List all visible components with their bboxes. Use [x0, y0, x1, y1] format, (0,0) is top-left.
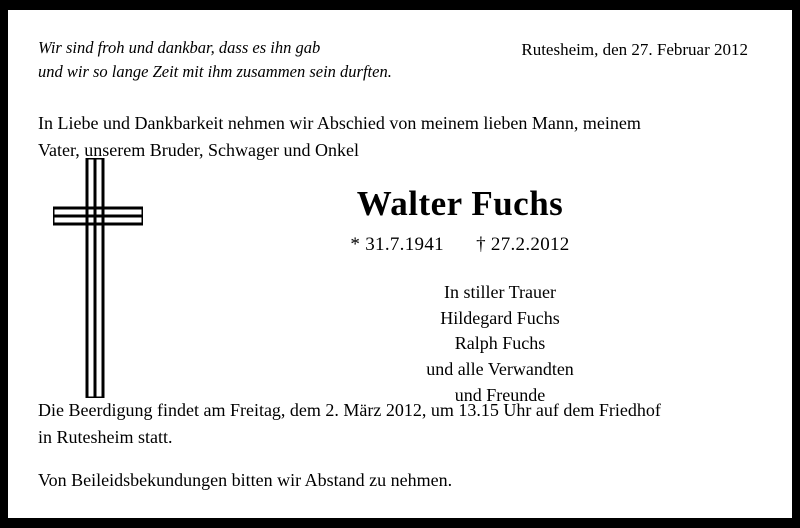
intro-line-1: In Liebe und Dankbarkeit nehmen wir Abschied von meinem lieben Mann, meinem: [38, 112, 641, 133]
header-row: [38, 36, 762, 84]
obituary-inner: [8, 10, 792, 518]
motto-line-1: Wir sind froh und dankbar, dass es ihn gab: [38, 38, 321, 57]
motto: [38, 36, 392, 84]
deceased-dates: [158, 234, 762, 256]
mourner-name: und alle Verwandten: [426, 359, 574, 380]
mourner-name: Hildegard Fuchs: [440, 307, 560, 328]
mourner-name: und Freunde: [454, 384, 546, 405]
mourners-block: [38, 280, 762, 409]
birth-date: * 31.7.1941: [350, 233, 444, 255]
funeral-line-1: Die Beerdigung findet am Freitag, dem 2. März 2012, um 13.15 Uhr auf dem Friedhof: [38, 400, 661, 420]
death-date: † 27.2.2012: [476, 233, 570, 255]
condolences-note: Von Beileidsbekundungen bitten wir Abstand zu nehmen.: [38, 470, 453, 490]
closing-block: [38, 397, 762, 494]
funeral-line-2: in Rutesheim statt.: [38, 427, 173, 447]
mourner-name: Ralph Fuchs: [454, 333, 546, 354]
deceased-name: Walter Fuchs: [356, 183, 564, 223]
intro-line-2: Vater, unserem Bruder, Schwager und Onkel: [38, 139, 359, 160]
place-and-date: Rutesheim, den 27. Februar 2012: [521, 40, 748, 59]
mourners-heading: In stiller Trauer: [444, 281, 556, 302]
intro-text: [38, 110, 762, 164]
deceased-block: [38, 184, 762, 256]
motto-line-2: und wir so lange Zeit mit ihm zusammen sein durften.: [38, 61, 392, 81]
cross-icon: [53, 158, 143, 398]
